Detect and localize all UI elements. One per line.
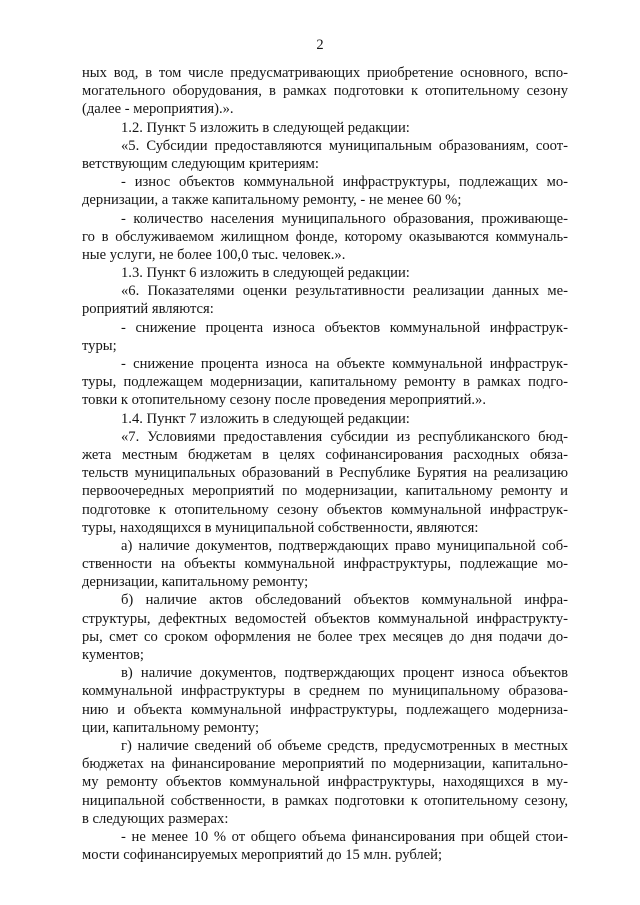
text-line: товки к отопительному сезону после проведения мероприятий.». [82, 392, 486, 409]
text-line: в следующих размерах: [82, 810, 229, 827]
text-line: могательного оборудования, в рамках подготовки к отопительному сезону [82, 83, 568, 100]
text-line: структуры, дефектных ведомостей объектов коммунальной инфраструкту- [82, 610, 568, 627]
text-line: го в обслуживаемом жилищном фонде, которому оказываются коммуналь- [82, 228, 568, 245]
text-line: тельств муниципальных образований в Республике Бурятия на реализацию [82, 465, 568, 482]
text-line: жета местным бюджетам в целях софинансирования расходных обяза- [82, 446, 568, 463]
text-line: бюджетах на финансирование мероприятий по модернизации, капитально- [82, 756, 568, 773]
text-line: в) наличие документов, подтверждающих процент износа объектов [121, 665, 568, 682]
text-line: подготовке к отопительному сезону объектов коммунальной инфраструк- [82, 501, 568, 518]
text-line: ры, смет со сроком оформления не более трех месяцев до дня подачи до- [82, 628, 568, 645]
text-line: «6. Показателями оценки результативности реализации данных ме- [121, 283, 568, 300]
text-line: 1.4. Пункт 7 изложить в следующей редакции: [121, 410, 410, 427]
text-line: 1.3. Пункт 6 изложить в следующей редакции: [121, 265, 410, 282]
page-number: 2 [316, 37, 324, 53]
text-line: му ремонту объектов коммунальной инфраструктуры, находящихся в му- [82, 774, 568, 791]
text-line: «5. Субсидии предоставляются муниципальным образованиям, соот- [121, 137, 568, 154]
text-line: ные услуги, не более 100,0 тыс. человек.». [82, 246, 346, 263]
text-line: - износ объектов коммунальной инфраструктуры, подлежащих мо- [121, 174, 568, 191]
text-line: дернизации, а также капитальному ремонту, - не менее 60 %; [82, 192, 462, 209]
text-line: нию и объекта коммунальной инфраструктуры, подлежащего модерниза- [82, 701, 568, 718]
text-line: дернизации, капитальному ремонту; [82, 574, 309, 591]
text-line: б) наличие актов обследований объектов коммунальной инфра- [121, 592, 568, 609]
document-body [82, 64, 568, 864]
text-line: ции, капитальному ремонту; [82, 719, 260, 736]
text-line: г) наличие сведений об объеме средств, предусмотренных в местных [121, 737, 568, 754]
text-line: мости софинансируемых мероприятий до 15 млн. рублей; [82, 847, 443, 864]
text-line: роприятий являются: [82, 301, 214, 318]
text-line: кументов; [82, 647, 144, 663]
text-line: - не менее 10 % от общего объема финансирования при общей стои- [121, 828, 568, 845]
text-line: а) наличие документов, подтверждающих право муниципальной соб- [121, 537, 568, 554]
text-line: коммунальной инфраструктуры в среднем по муниципальному образова- [82, 683, 568, 700]
text-line: - снижение процента износа объектов коммунальной инфраструк- [121, 319, 568, 336]
text-line: туры, находящихся в муниципальной собственности, являются: [82, 519, 479, 536]
text-line: 1.2. Пункт 5 изложить в следующей редакции: [121, 119, 410, 136]
text-line: ственности на объекты коммунальной инфраструктуры, подлежащие мо- [82, 556, 568, 573]
text-line: ных вод, в том числе предусматривающих приобретение основного, вспо- [82, 65, 568, 81]
text-line: туры; [82, 337, 117, 354]
text-line: «7. Условиями предоставления субсидии из республиканского бюд- [121, 428, 568, 445]
text-line: туры, подлежащем модернизации, капитальному ремонту в рамках подго- [82, 374, 568, 391]
text-line: первоочередных мероприятий по модернизации, капитальному ремонту и [82, 483, 568, 500]
text-line: - количество населения муниципального образования, проживающе- [121, 210, 568, 227]
text-line: (далее - мероприятия).». [82, 101, 234, 118]
text-line: ниципальной собственности, в рамках подготовки к отопительному сезону, [82, 792, 568, 809]
text-line: ветствующим следующим критериям: [82, 155, 319, 172]
text-line: - снижение процента износа на объекте коммунальной инфраструк- [121, 356, 568, 372]
